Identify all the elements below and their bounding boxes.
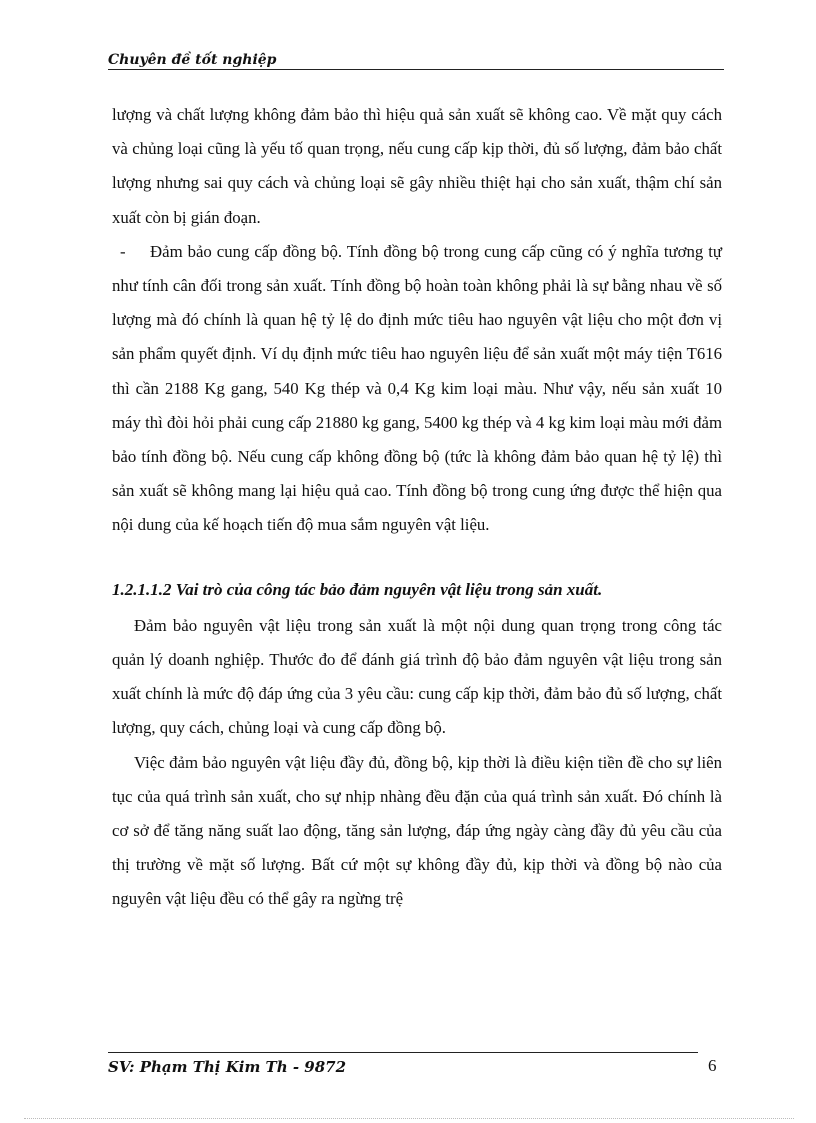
- page-footer: [108, 1052, 724, 1082]
- page-number: 6: [708, 1056, 717, 1075]
- page-border: [24, 1118, 794, 1119]
- paragraph-continuation: lượng và chất lượng không đảm bảo thì hiệu quả sản xuất sẽ không cao. Về mặt quy cách và chủng loại cũng là yếu tố quan trọng, nếu cung cấp kịp thời, đủ số lượng, đảm bảo chất lượng nhưng sai quy cách và chủng loại sẽ gây nhiều thiệt hại cho sản xuất, thậm chí sản xuất còn bị gián đoạn.: [112, 105, 722, 227]
- paragraph-role-detail: Việc đảm bảo nguyên vật liệu đầy đủ, đồng bộ, kịp thời là điều kiện tiền đề cho sự liên tục của quá trình sản xuất, cho sự nhịp nhàng đều đặn của quá trình sản xuất. Đó chính là cơ sở để tăng năng suất lao động, tăng sản lượng, đáp ứng ngày càng đầy đủ yêu cầu của thị trường về mặt số lượng. Bất cứ một sự không đầy đủ, kịp thời và đồng bộ nào của nguyên vật liệu đều có thể gây ra ngừng trệ: [112, 752, 722, 909]
- paragraph-role-intro: Đảm bảo nguyên vật liệu trong sản xuất là một nội dung quan trọng trong công tác quản lý doanh nghiệp. Thước đo để đánh giá trình độ bảo đảm nguyên vật liệu trong sản xuất chính là mức độ đáp ứng của 3 yêu cầu: cung cấp kịp thời, đảm bảo đủ số lượng, chất lượng, quy cách, chủng loại và cung cấp đồng bộ.: [112, 615, 722, 738]
- bullet-marker: -: [120, 241, 126, 261]
- document-body: [112, 98, 722, 917]
- bullet-paragraph-text: Đảm bảo cung cấp đồng bộ. Tính đồng bộ trong cung cấp cũng có ý nghĩa tương tự như tính cân đối trong sản xuất. Tính đồng bộ hoàn toàn không phải là sự bằng nhau về số lượng mà đó chính là quan hệ tỷ lệ do định mức tiêu hao nguyên vật liệu cho một đơn vị sản phẩm quyết định. Ví dụ định mức tiêu hao nguyên liệu để sản xuất một máy tiện T616 thì cần 2188 Kg gang, 540 Kg thép và 0,4 Kg kim loại màu. Như vậy, nếu sản xuất 10 máy thì đòi hỏi phải cung cấp 21880 kg gang, 5400 kg thép và 4 kg kim loại màu mới đảm bảo tính đồng bộ. Nếu cung cấp không đồng bộ (tức là không đảm bảo quan hệ tỷ lệ) thì sản xuất sẽ không mang lại hiệu quả cao. Tính đồng bộ trong cung ứng được thể hiện qua nội dung của kế hoạch tiến độ mua sắm nguyên vật liệu.: [112, 241, 722, 535]
- footer-author: SV: Phạm Thị Kim Th - 9872: [108, 1058, 347, 1076]
- section-heading: 1.2.1.1.2 Vai trò của công tác bảo đảm nguyên vật liệu trong sản xuất.: [112, 579, 603, 599]
- page-header: [108, 52, 724, 70]
- bullet-paragraph-synchronous-supply: [112, 235, 722, 543]
- header-divider: [108, 69, 724, 70]
- footer-divider: [108, 1052, 698, 1053]
- header-title: Chuyên đề tốt nghiệp: [108, 52, 277, 68]
